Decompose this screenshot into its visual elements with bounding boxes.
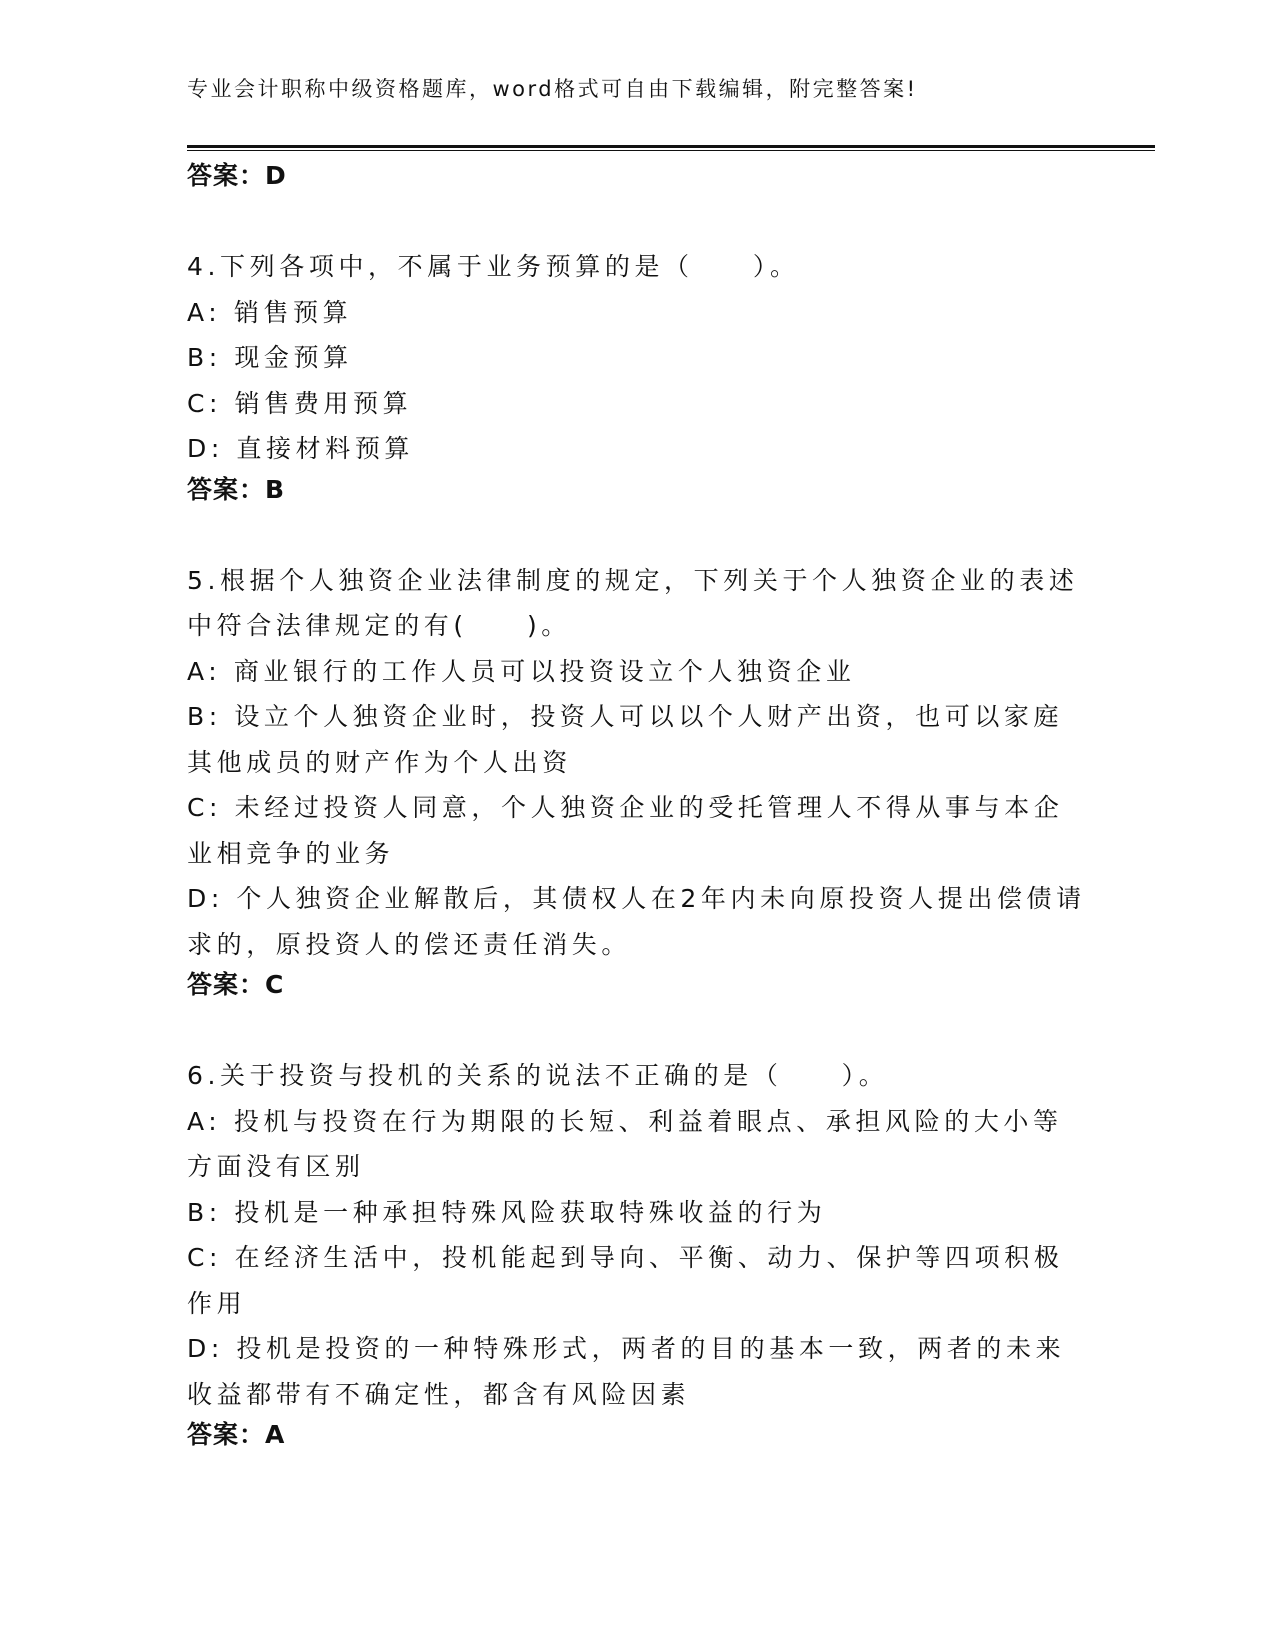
answer-line — [187, 158, 1087, 194]
option-d: D: 直接材料预算 — [187, 434, 415, 463]
answer-line — [187, 1417, 1087, 1453]
answer-line — [187, 472, 1087, 508]
answer-value: B — [265, 474, 286, 504]
question-stem: 5.根据个人独资企业法律制度的规定，下列关于个人独资企业的表述中符合法律规定的有( )。 — [187, 565, 1079, 640]
option-c: C: 销售费用预算 — [187, 388, 413, 418]
answer-value: A — [265, 1420, 286, 1449]
answer-label: 答案： — [187, 161, 266, 190]
option-a: A: 商业银行的工作人员可以投资设立个人独资企业 — [187, 656, 856, 686]
option-d: D: 投机是投资的一种特殊形式，两者的目的基本一致，两者的未来收益都带有不确定性，都含有风险因素 — [187, 1334, 1066, 1409]
option-b: B: 设立个人独资企业时，投资人可以以个人财产出资，也可以家庭其他成员的财产作为个人出资 — [187, 702, 1064, 777]
option-a: A: 销售预算 — [187, 297, 353, 327]
header-divider — [187, 145, 1155, 151]
answer-line — [187, 967, 1087, 1003]
option-b: B: 投机是一种承担特殊风险获取特殊收益的行为 — [187, 1197, 827, 1227]
option-b: B: 现金预算 — [187, 343, 353, 372]
question-list — [187, 158, 1087, 1503]
answer-value: C — [265, 970, 285, 999]
option-d: D: 个人独资企业解散后，其债权人在2年内未向原投资人提出偿债请求的，原投资人的偿还责任消失。 — [187, 884, 1086, 959]
question-4 — [187, 244, 1087, 508]
option-c: C: 未经过投资人同意，个人独资企业的受托管理人不得从事与本企业相竞争的业务 — [187, 793, 1064, 868]
answer-label: 答案： — [187, 474, 266, 504]
page-header: 专业会计职称中级资格题库，word格式可自由下载编辑，附完整答案! — [187, 77, 918, 101]
answer-value: D — [265, 161, 287, 190]
question-6 — [187, 1053, 1087, 1453]
option-c: C: 在经济生活中，投机能起到导向、平衡、动力、保护等四项积极作用 — [187, 1243, 1064, 1318]
answer-label: 答案： — [187, 970, 266, 999]
answer-label: 答案： — [187, 1420, 266, 1449]
question-stem: 4.下列各项中，不属于业务预算的是（ ）。 — [187, 252, 800, 281]
option-a: A: 投机与投资在行为期限的长短、利益着眼点、承担风险的大小等方面没有区别 — [187, 1106, 1063, 1181]
question-5 — [187, 558, 1087, 1004]
question-stem: 6.关于投资与投机的关系的说法不正确的是（ ）。 — [187, 1061, 889, 1090]
